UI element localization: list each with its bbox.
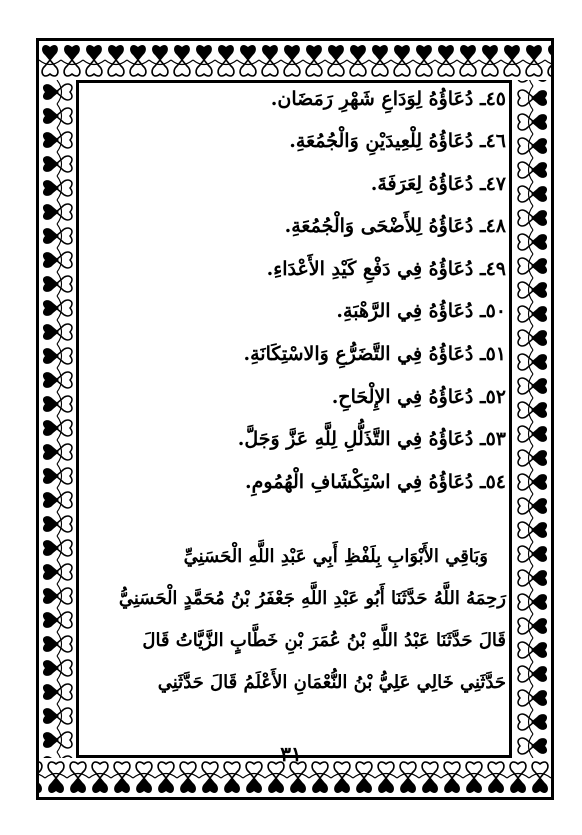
paragraph-line: قَالَ حَدَّثَنَا عَبْدُ اللَّهِ بْنُ عُمَرَ بْنِ خَطَّابٍ الزَّيَّاتُ قَالَ <box>142 630 506 651</box>
paragraph-line: وَبَاقِي الأَبْوَابِ بِلَفْظِ أَبِي عَبْدِ اللَّهِ الْحَسَنِيِّ <box>183 546 488 567</box>
toc-item: ٥٠ـ دُعَاؤُهُ فِي الرَّهْبَةِ. <box>336 300 506 322</box>
toc-item: ٤٦ـ دُعَاؤُهُ لِلْعِيدَيْنِ وَالْجُمُعَةِ. <box>289 130 506 152</box>
toc-item: ٥٢ـ دُعَاؤُهُ فِي الإِلْحَاحِ. <box>331 386 506 408</box>
toc-item: ٥٤ـ دُعَاؤُهُ فِي اسْتِكْشَافِ الْهُمُومِ. <box>245 471 506 493</box>
toc-item: ٤٨ـ دُعَاؤُهُ لِلأَضْحَى وَالْجُمُعَةِ. <box>284 215 506 237</box>
paragraph-line: رَحِمَهُ اللَّهُ حَدَّثَنَا أَبُو عَبْدِ اللَّهِ جَعْفَرُ بْنُ مُحَمَّدٍ الْحَسَنِيُّ <box>118 588 506 609</box>
toc-item: ٤٧ـ دُعَاؤُهُ لِعَرَفَةَ. <box>370 173 506 195</box>
ornament-band-right <box>512 80 551 758</box>
toc-item: ٥٣ـ دُعَاؤُهُ فِي التَّذَلُّلِ لِلَّهِ عَزَّ وَجَلَّ. <box>237 428 506 450</box>
ornament-band-top <box>39 41 551 80</box>
toc-item: ٤٩ـ دُعَاؤُهُ فِي دَفْعِ كَيْدِ الأَعْدَاءِ. <box>266 258 506 280</box>
ornament-band-left <box>39 80 76 758</box>
paragraph-line: حَدَّثَنِي خَالِي عَلِيُّ بْنُ النُّعْمَانِ الأَعْلَمُ قَالَ حَدَّثَنِي <box>157 672 506 693</box>
toc-item: ٤٥ـ دُعَاؤُهُ لِوَدَاعِ شَهْرِ رَمَضَان. <box>270 88 506 110</box>
toc-item: ٥١ـ دُعَاؤُهُ فِي التَّضَرُّعِ وَالاسْتِكَانَةِ. <box>243 343 506 365</box>
page-number: ٣١ <box>280 742 302 766</box>
